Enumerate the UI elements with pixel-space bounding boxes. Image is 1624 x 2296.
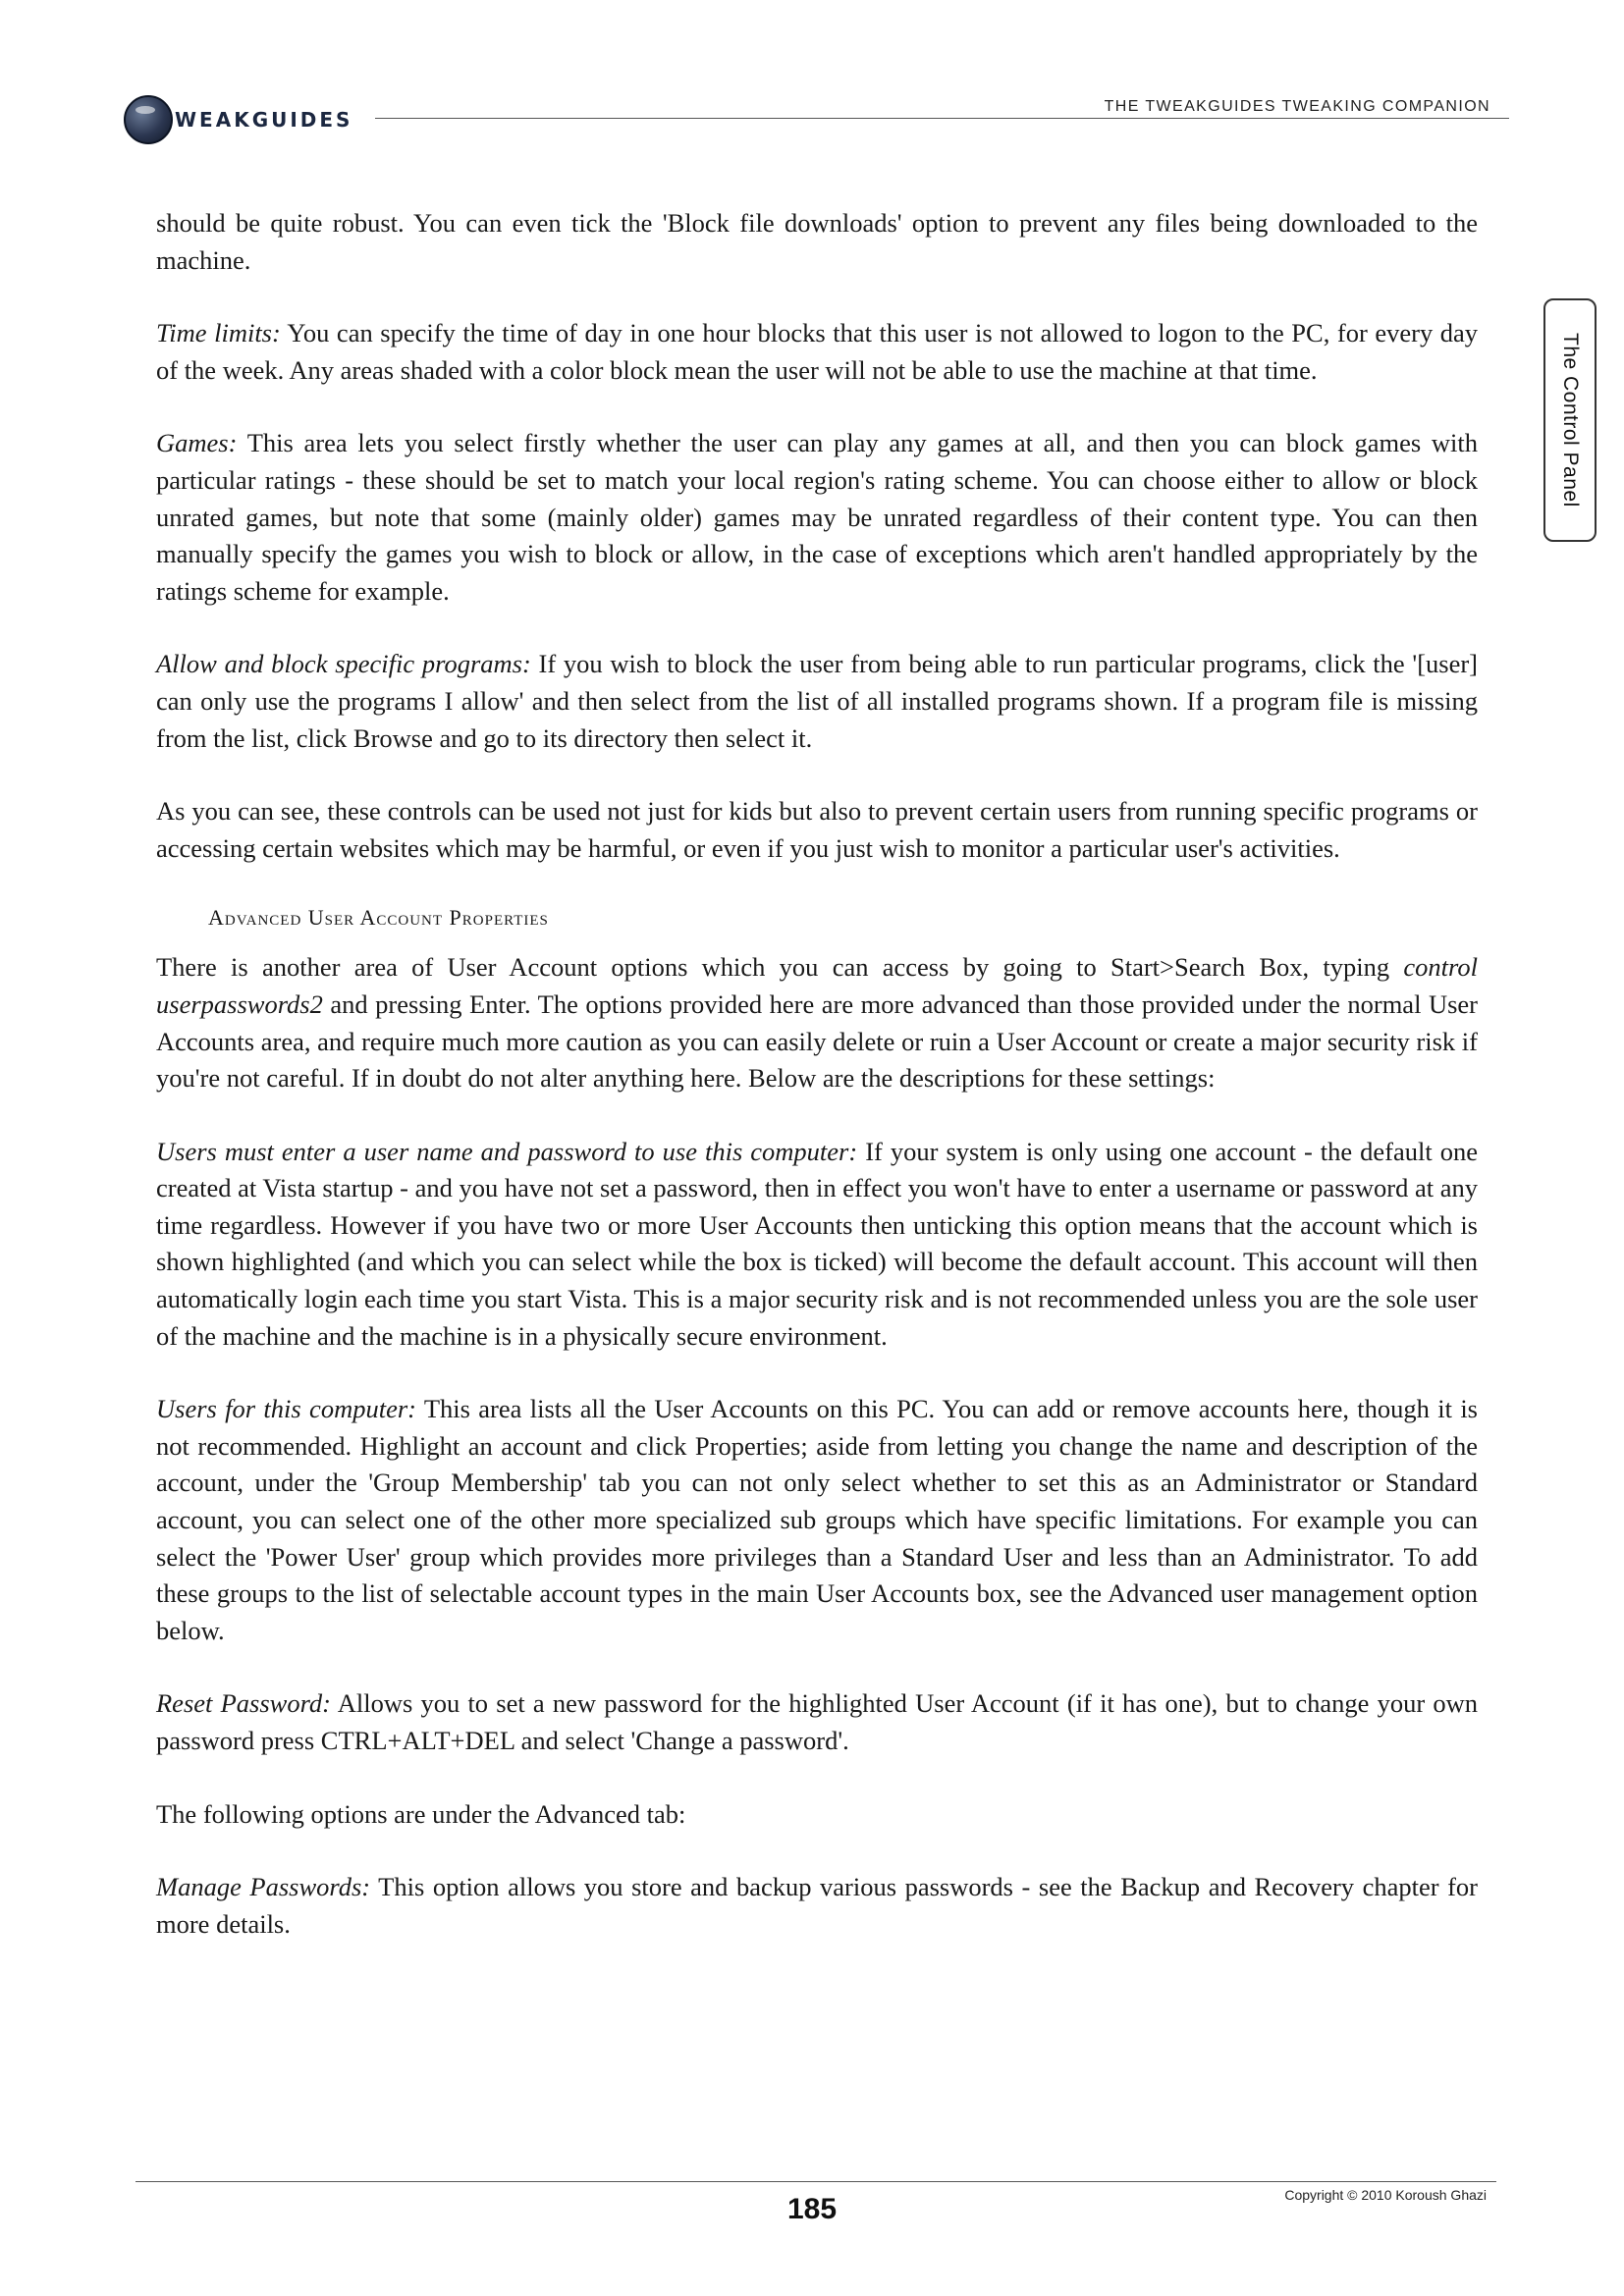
term-reset-password: Reset Password: — [156, 1688, 331, 1719]
term-control-userpasswords2: control userpasswords2 — [156, 952, 1478, 1019]
paragraph-text: This area lets you select firstly whether the user can play any games at all, and then you can block games with particular ratings - these should be set to match your local region's rating scheme. You can choose either to allow or block unrated games, but note that some (mainly older) games may be unrated regardless of their content type. You can then manually specify the games you wish to block or allow, in the case of exceptions which aren't handled appropriately by the ratings scheme for example. — [156, 428, 1478, 606]
term-users-for-this-computer: Users for this computer: — [156, 1394, 416, 1424]
paragraph-allow-block-programs — [156, 646, 1478, 757]
copyright-notice: Copyright © 2010 Koroush Ghazi — [1284, 2187, 1487, 2203]
paragraph-users-must-enter — [156, 1134, 1478, 1356]
section-heading-advanced-user-account-properties: Advanced User Account Properties — [208, 905, 549, 931]
header-title: THE TWEAKGUIDES TWEAKING COMPANION — [1104, 98, 1490, 115]
paragraph-advanced-tab — [156, 1796, 1478, 1834]
term-allow-block-programs: Allow and block specific programs: — [156, 649, 531, 679]
paragraph-time-limits — [156, 315, 1478, 389]
page-header — [0, 0, 1624, 157]
paragraph-robust — [156, 205, 1478, 279]
paragraph-summary — [156, 793, 1478, 867]
paragraph-text: The following options are under the Advanced tab: — [156, 1798, 686, 1829]
paragraph-text: If you wish to block the user from being able to run particular programs, click the '[user] can only use the programs I allow' and then select from the list of all installed programs shown. If a program file is missing from the list, click Browse and go to its directory then select it. — [156, 649, 1478, 753]
paragraph-text: should be quite robust. You can even tick the 'Block file downloads' option to prevent any files being downloaded to the machine. — [156, 208, 1478, 275]
paragraph-text: Allows you to set a new password for the highlighted User Account (if it has one), but to change your own password press CTRL+ALT+DEL and select 'Change a password'. — [156, 1688, 1478, 1755]
paragraph-text: You can specify the time of day in one hour blocks that this user is not allowed to logon to the PC, for every day of the week. Any areas shaded with a color block mean the user will not be able to use the machine at that time. — [156, 318, 1479, 385]
chapter-side-tab-label: The Control Panel — [1559, 333, 1582, 507]
paragraph-text: If your system is only using one account - the default one created at Vista startup - and you have not set a password, then in effect you won't have to enter a username or password at any time regardless. However if you have two or more User Accounts then unticking this option means that the account which is shown highlighted (and which you can select while the box is ticked) will become the default account. This account will then automatically login each time you start Vista. This is a major security risk and is not recommended unless you are the sole user of the machine and the machine is in a physically secure environment. — [156, 1136, 1478, 1351]
chapter-side-tab — [1543, 298, 1597, 542]
paragraph-text: This area lists all the User Accounts on this PC. You can add or remove accounts here, though it is not recommended. Highlight an account and click Properties; aside from letting you change the name and description of the account, under the 'Group Membership' tab you can not only select whether to set this as an Administrator or Standard account, you can select one of the other more specialized sub groups which have specific limitations. For example you can select the 'Power User' group which provides more privileges than a Standard User and less than an Administrator. To add these groups to the list of selectable account types in the main User Accounts box, see the Advanced user management option below. — [156, 1394, 1478, 1645]
term-manage-passwords: Manage Passwords: — [156, 1872, 371, 1902]
term-time-limits: Time limits: — [156, 318, 281, 348]
paragraph-users-for-this-computer — [156, 1391, 1478, 1649]
header-rule — [375, 118, 1509, 119]
paragraph-games — [156, 425, 1478, 610]
paragraph-manage-passwords — [156, 1869, 1478, 1943]
page-content — [156, 205, 1478, 1979]
footer-rule — [135, 2181, 1496, 2182]
page-number: 185 — [786, 2193, 838, 2225]
tweakguides-disc-logo-icon — [124, 95, 173, 144]
tweakguides-logo — [124, 95, 352, 144]
logo-text: WEAKGUIDES — [175, 108, 353, 132]
paragraph-text: As you can see, these controls can be used not just for kids but also to prevent certain users from running specific programs or accessing certain websites which may be harmful, or even if you just wish to monitor a particular user's activities. — [156, 796, 1478, 863]
term-users-must-enter: Users must enter a user name and password to use this computer: — [156, 1136, 858, 1166]
term-games: Games: — [156, 428, 238, 458]
paragraph-text: and pressing Enter. The options provided here are more advanced than those provided under the normal User Accounts area, and require much more caution as you can easily delete or ruin a User Account or create a major security risk if you're not careful. If in doubt do not alter anything here. Below are the descriptions for these settings: — [156, 988, 1478, 1094]
paragraph-control-userpasswords2 — [156, 949, 1478, 1096]
paragraph-text: There is another area of User Account options which you can access by going to Start>Search Box, typing — [156, 952, 1404, 983]
paragraph-text: This option allows you store and backup various passwords - see the Backup and Recovery chapter for more details. — [156, 1872, 1478, 1939]
paragraph-reset-password — [156, 1685, 1478, 1759]
